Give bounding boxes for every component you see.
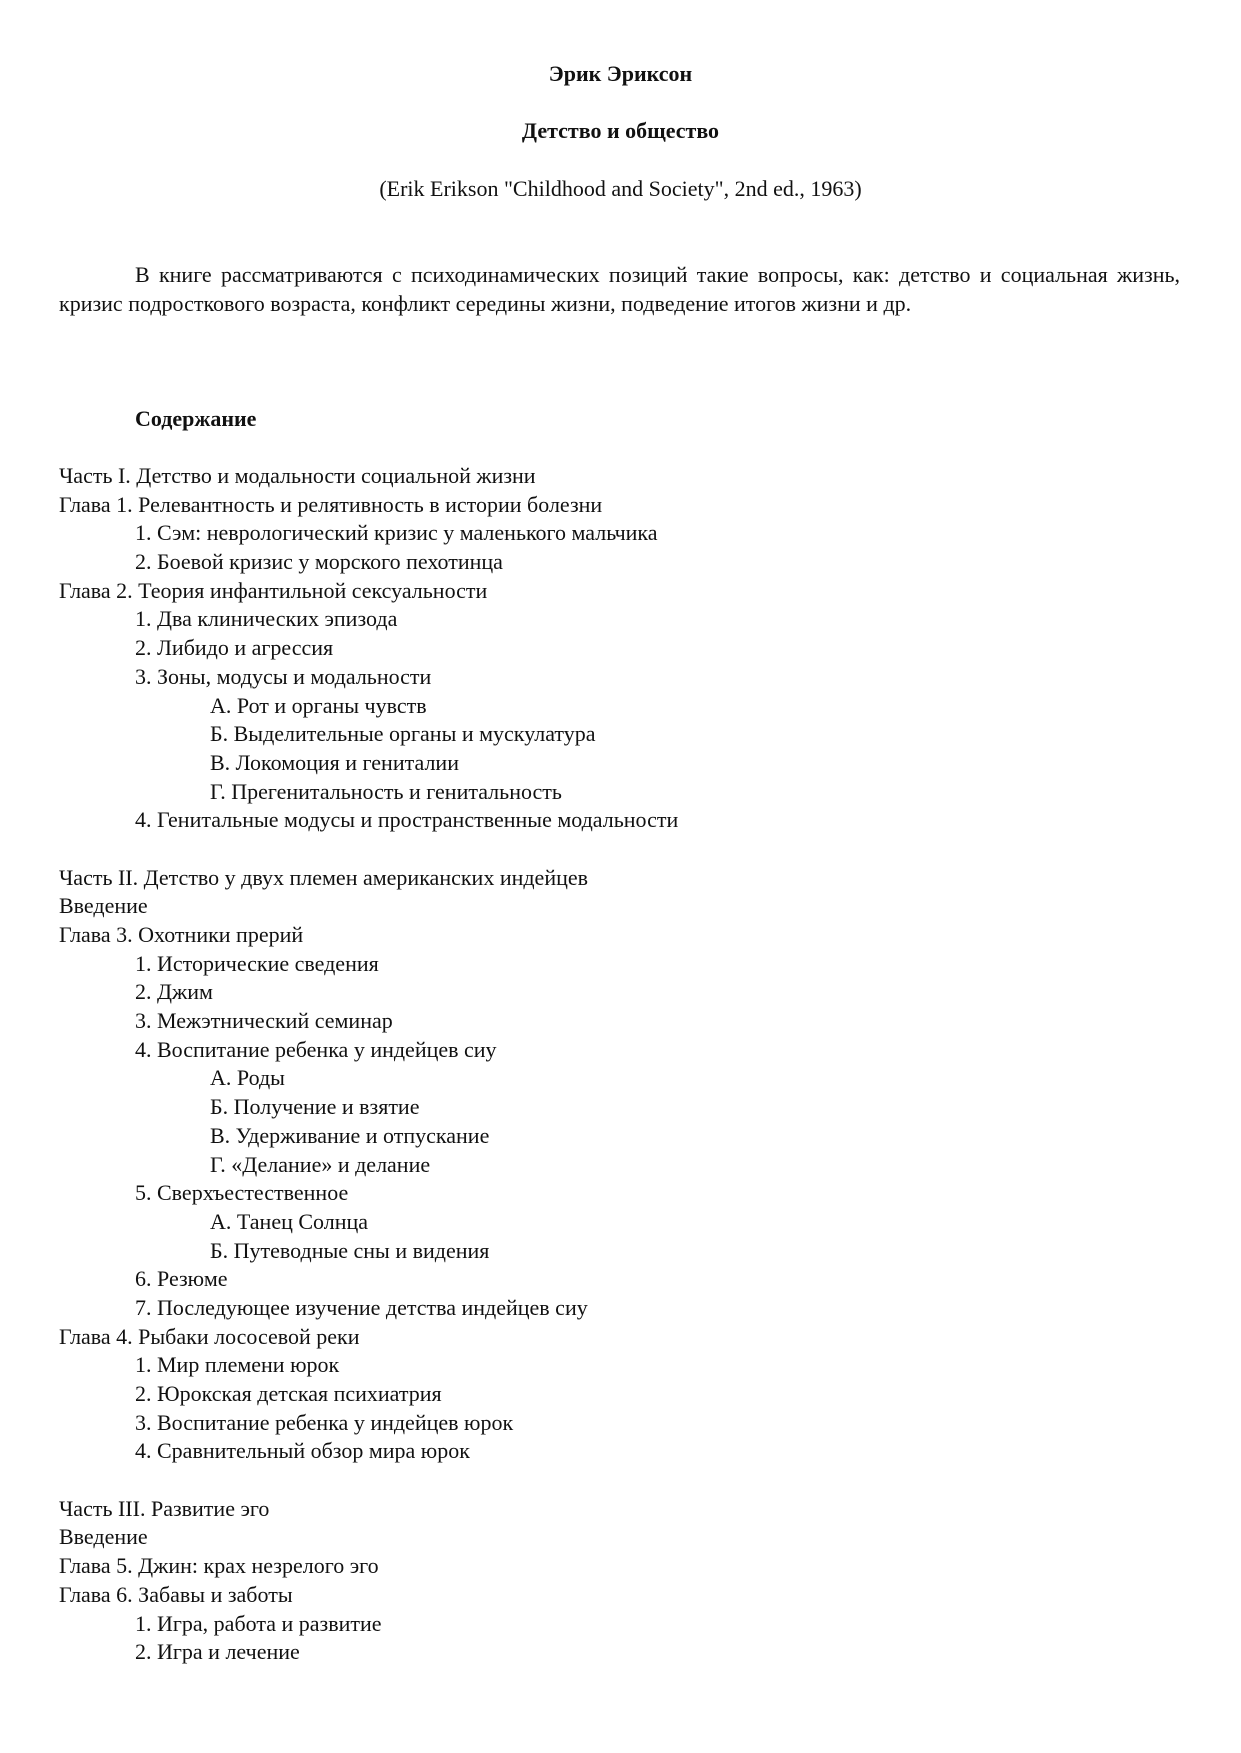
toc-entry: Часть II. Детство у двух племен американских индейцев bbox=[59, 864, 589, 890]
toc-entry: 6. Резюме bbox=[135, 1266, 228, 1292]
toc-entry: 4. Воспитание ребенка у индейцев сиу bbox=[135, 1036, 497, 1062]
toc-entry: Глава 3. Охотники прерий bbox=[59, 922, 304, 947]
table-of-contents bbox=[59, 462, 1180, 1667]
toc-entry: Часть III. Развитие эго bbox=[59, 1495, 270, 1521]
toc-entry: Б. Путеводные сны и видения bbox=[210, 1237, 490, 1263]
toc-entry: 1. Исторические сведения bbox=[135, 950, 379, 976]
toc-entry: 1. Мир племени юрок bbox=[135, 1352, 340, 1378]
toc-entry: Глава 6. Забавы и заботы bbox=[59, 1581, 293, 1607]
document-author: Эрик Эриксон bbox=[548, 61, 693, 86]
toc-entry: В. Удерживание и отпускание bbox=[210, 1122, 490, 1148]
document-title: Детство и общество bbox=[521, 118, 720, 143]
toc-entry: Б. Получение и взятие bbox=[210, 1094, 420, 1120]
toc-entry: 1. Два клинических эпизода bbox=[135, 606, 398, 632]
toc-entry: Часть I. Детство и модальности социальной жизни bbox=[59, 463, 536, 488]
toc-entry: 3. Воспитание ребенка у индейцев юрок bbox=[135, 1409, 514, 1435]
toc-entry: Глава 5. Джин: крах незрелого эго bbox=[59, 1553, 379, 1579]
toc-entry: А. Рот и органы чувств bbox=[210, 692, 427, 718]
toc-entry: 2. Боевой кризис у морского пехотинца bbox=[135, 549, 503, 575]
toc-entry: Г. Прегенитальность и генитальность bbox=[210, 778, 562, 804]
toc-entry: В. Локомоция и гениталии bbox=[210, 749, 459, 775]
document-abstract: В книге рассматриваются с психодинамических позиций такие вопросы, как: детство и социальная жизнь, кризис подросткового возраста, конфликт середины жизни, подведение итогов жизни и др. bbox=[59, 262, 1180, 316]
toc-entry: Введение bbox=[59, 893, 148, 919]
document-source: (Erik Erikson "Childhood and Society", 2nd ed., 1963) bbox=[379, 176, 862, 201]
toc-entry: 2. Либидо и агрессия bbox=[135, 635, 334, 661]
toc-entry: Глава 1. Релевантность и релятивность в истории болезни bbox=[59, 491, 603, 517]
toc-heading: Содержание bbox=[135, 406, 257, 431]
toc-entry: Глава 2. Теория инфантильной сексуальности bbox=[59, 577, 488, 603]
toc-entry: Глава 4. Рыбаки лососевой реки bbox=[59, 1323, 360, 1349]
toc-entry: 7. Последующее изучение детства индейцев сиу bbox=[135, 1294, 588, 1320]
toc-entry: 4. Сравнительный обзор мира юрок bbox=[135, 1438, 470, 1464]
toc-entry: Б. Выделительные органы и мускулатура bbox=[210, 721, 596, 747]
toc-entry: А. Танец Солнца bbox=[210, 1208, 369, 1234]
toc-entry: 2. Юрокская детская психиатрия bbox=[135, 1381, 442, 1406]
toc-entry: Введение bbox=[59, 1524, 148, 1550]
toc-entry: 1. Игра, работа и развитие bbox=[135, 1610, 382, 1636]
toc-entry: 3. Межэтнический семинар bbox=[135, 1008, 393, 1034]
toc-entry: 1. Сэм: неврологический кризис у маленького мальчика bbox=[135, 520, 658, 546]
toc-entry: 5. Сверхъестественное bbox=[135, 1180, 349, 1206]
toc-entry: 2. Джим bbox=[135, 979, 213, 1005]
toc-entry: 2. Игра и лечение bbox=[135, 1639, 300, 1665]
toc-entry: Г. «Делание» и делание bbox=[210, 1151, 431, 1177]
toc-entry: А. Роды bbox=[210, 1065, 285, 1091]
toc-entry: 3. Зоны, модусы и модальности bbox=[135, 663, 432, 689]
toc-entry: 4. Генитальные модусы и пространственные модальности bbox=[135, 807, 679, 833]
